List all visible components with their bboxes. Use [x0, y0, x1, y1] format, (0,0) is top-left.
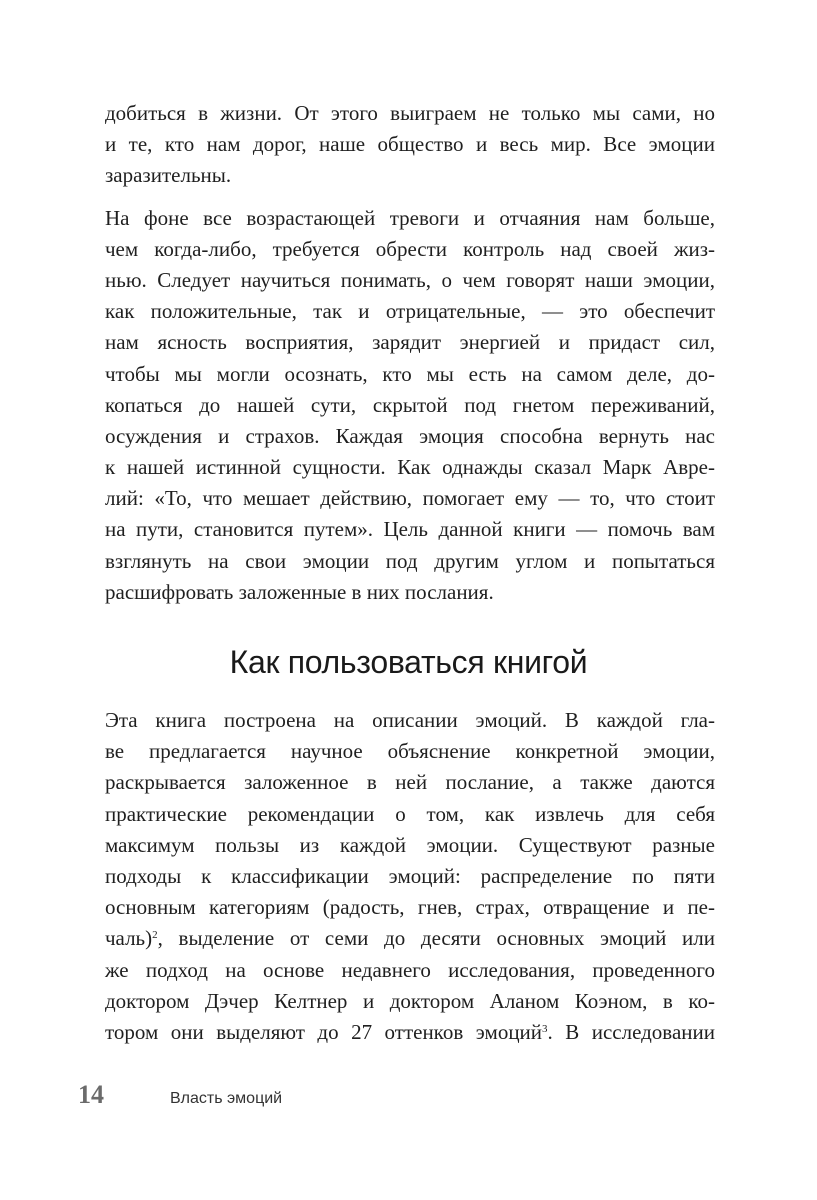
text-line: же подход на основе недавнего исследования, проведенного	[105, 957, 715, 982]
text-line: доктором Дэчер Келтнер и доктором Аланом Коэном, в ко-	[105, 988, 715, 1013]
paragraph-spacer	[105, 192, 715, 203]
text-line: максимум пользы из каждой эмоции. Существуют разные	[105, 832, 715, 857]
footnote-marker[interactable]: 2	[152, 929, 158, 942]
text-line: копаться до нашей сути, скрытой под гнетом переживаний,	[105, 392, 715, 417]
running-title: Власть эмоций	[170, 1090, 283, 1107]
footnote-marker[interactable]: 3	[542, 1022, 548, 1035]
text-fragment: тором они выделяют до 27 оттенков эмоций	[105, 1019, 543, 1044]
text-line: практические рекомендации о том, как извлечь для себя	[105, 801, 715, 826]
text-line: нам ясность восприятия, зарядит энергией и придаст сил,	[105, 330, 715, 355]
page-footer	[78, 1080, 282, 1112]
text-line: как положительные, так и отрицательные, — это обеспечит	[105, 299, 715, 324]
text-line: взглянуть на свои эмоции под другим углом и попытаться	[105, 548, 715, 573]
section-paragraph	[105, 705, 715, 1048]
text-line: нью. Следует научиться понимать, о чем говорят наши эмоции,	[105, 267, 715, 292]
text-line: чтобы мы могли осознать, кто мы есть на самом деле, до-	[105, 361, 715, 386]
text-line: лий: «То, что мешает действию, помогает ему — то, что стоит	[105, 486, 715, 511]
text-fragment: , выделение от семи до десяти основных эмоций или	[157, 926, 715, 951]
paragraph-2	[105, 203, 715, 608]
text-line: добиться в жизни. От этого выиграем не только мы сами, но	[105, 101, 715, 125]
text-fragment: . В исследовании	[547, 1019, 715, 1044]
text-fragment: чаль)	[105, 926, 153, 951]
text-line: и те, кто нам дорог, наше общество и весь мир. Все эмоции	[105, 132, 715, 157]
text-line: чем когда-либо, требуется обрести контроль над своей жиз-	[105, 236, 715, 261]
text-line: Эта книга построена на описании эмоций. В каждой гла-	[105, 708, 715, 732]
text-line: подходы к классификации эмоций: распределение по пяти	[105, 863, 715, 888]
text-line: основным категориям (радость, гнев, страх, отвращение и пе-	[105, 895, 715, 920]
body-text-top	[105, 98, 715, 608]
text-line: осуждения и страхов. Каждая эмоция способна вернуть нас	[105, 423, 715, 448]
text-line: на пути, становится путем». Цель данной книги — помочь вам	[105, 517, 715, 542]
text-line: ве предлагается научное объяснение конкретной эмоции,	[105, 739, 715, 764]
text-line: раскрывается заложенное в ней послание, а также даются	[105, 770, 715, 795]
text-line: заразительны.	[105, 163, 232, 188]
text-line: расшифровать заложенные в них послания.	[105, 579, 494, 604]
text-line-with-footnote	[105, 923, 715, 954]
page-number: 14	[78, 1080, 104, 1109]
section-heading: Как пользоваться книгой	[229, 644, 588, 680]
text-line: к нашей истинной сущности. Как однажды сказал Марк Авре-	[105, 455, 715, 480]
text-line: На фоне все возрастающей тревоги и отчаяния нам больше,	[105, 205, 715, 230]
paragraph-1	[105, 98, 715, 192]
text-line-with-footnote	[105, 1017, 715, 1048]
